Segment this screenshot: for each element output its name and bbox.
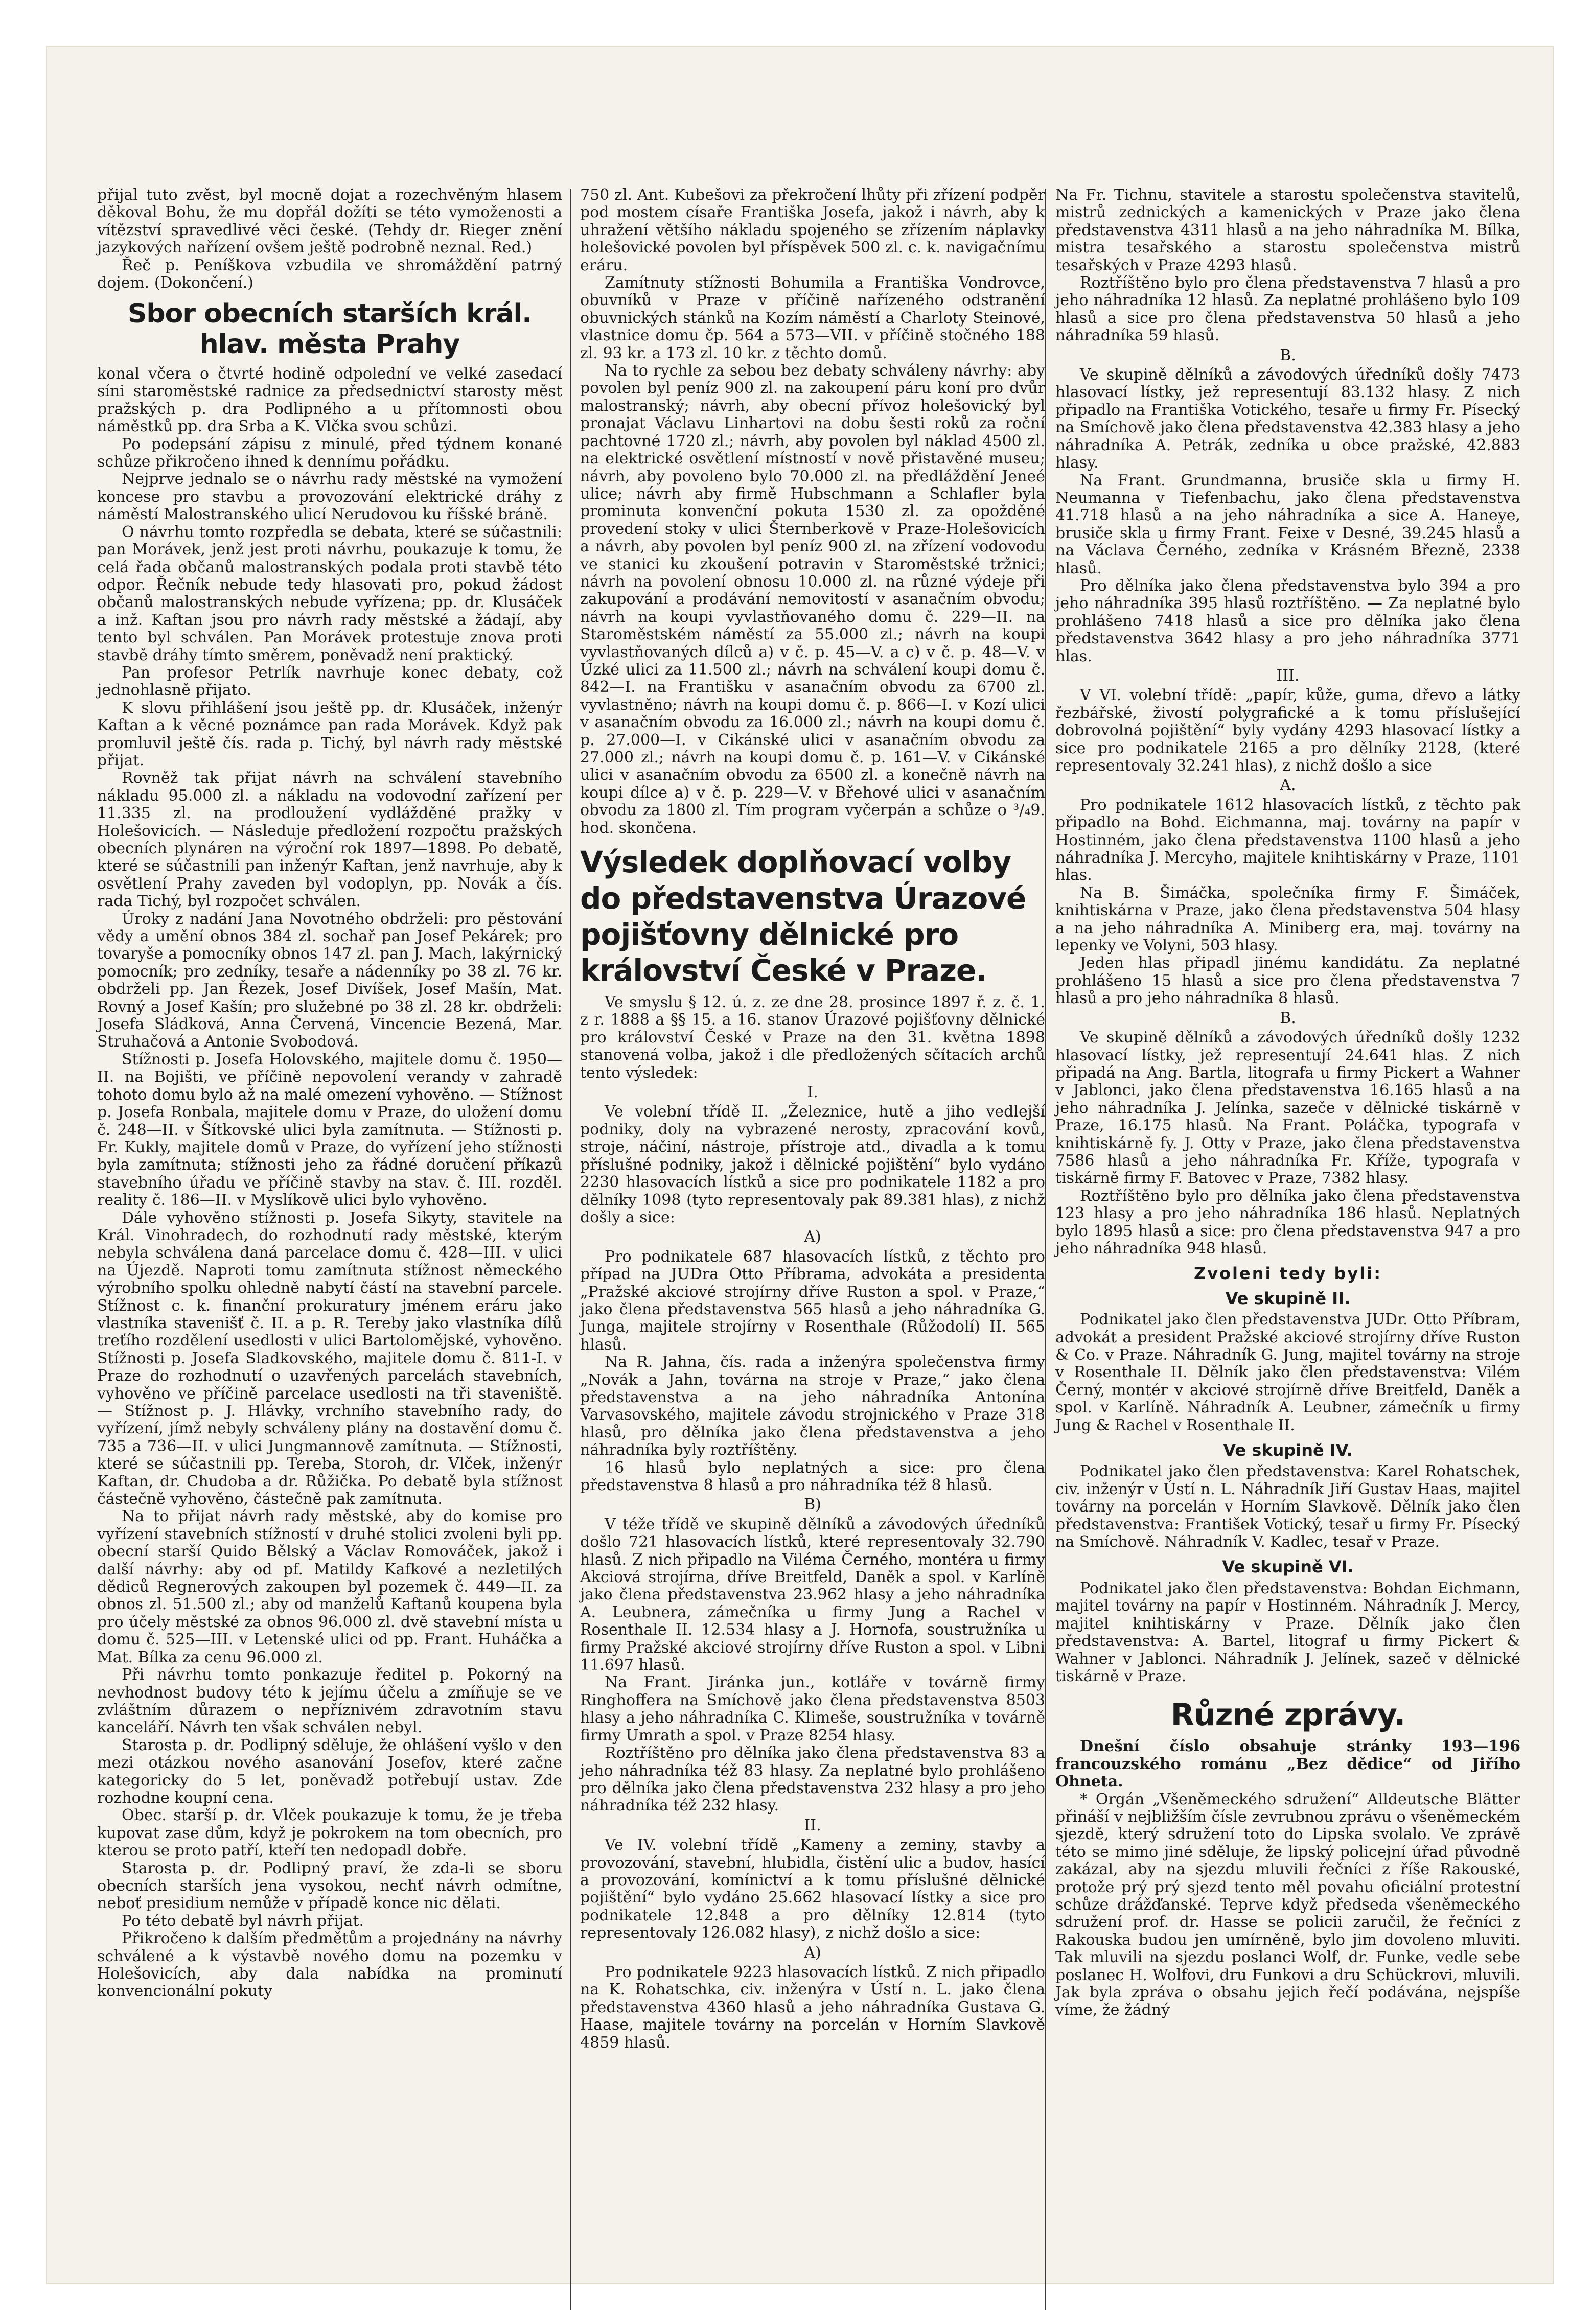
section-number: III. xyxy=(1276,666,1300,685)
paragraph: Řeč p. Peníškova vzbudila ve shromáždění patrný dojem. (Dokončení.) xyxy=(97,256,562,292)
paragraph: Roztříštěno pro dělníka jako člena představenstva 83 a jeho náhradníka též 83 hlasy. Za neplatné bylo prohlášeno pro dělníka jako člena představenstva 232 hlasy a pro jeho náhradníka též 232 hlasy. xyxy=(580,1744,1045,1815)
paragraph: Starosta p. dr. Podlipný praví, že zda-li se sboru obecních starších jena vysokou, nechť návrh odmítne, neboť presidium nemůže v případě konce nic dělati. xyxy=(97,1859,562,1913)
paragraph: Podnikatel jako člen představenstva: Bohdan Eichmann, majitel továrny na papír v Hostinném. Náhradník J. Mercy, majitel knihtiskárny v Praze. Dělník jako člen představenstva: A. Bartel, litograf u firmy Pickert & Wahner v Jablonci. Náhradník J. Jelínek, sazeč v dělnické tiskárně v Praze. xyxy=(1055,1579,1520,1685)
paragraph: Ve smyslu § 12. ú. z. ze dne 28. prosince 1897 ř. z. č. 1. z r. 1888 a §§ 15. a 16. stanov Úrazové pojišťovny dělnické pro království České v Praze na den 31. května 1898 stanovená volba, jakož i dle předložených sčítacích archů tento výsledek: xyxy=(580,993,1045,1082)
paragraph: Roztříštěno bylo pro dělníka jako člena představenstva 123 hlasy a pro jeho náhradníka 186 hlasů. Neplatných bylo 1895 hlasů a sice: pro člena představenstva 947 a pro jeho náhradníka 948 hlasů. xyxy=(1055,1187,1520,1258)
paragraph: Starosta p. dr. Podlipný sděluje, že ohlášení vyšlo v den mezi otázkou nového asanování Josefov, které začne kategoricky do 5 let, poněvadž potřebují ustav. Zde rozhodne koupní cena. xyxy=(97,1736,562,1807)
paragraph: Po této debatě byl návrh přijat. xyxy=(122,1912,364,1930)
article-heading: Sbor obecních starších král. hlav. města Prahy xyxy=(127,298,532,360)
column-1 xyxy=(97,187,562,2322)
paragraph: konal včera o čtvrté hodině odpolední ve velké zasedací síni staroměstské radnice za předsednictví starosty měst pražských p. dra Podlipného a u přítomnosti obou náměstků pp. dra Srba a K. Vlčka svou schůzi. xyxy=(97,365,562,436)
paragraph: Podnikatel jako člen představenstva: Karel Rohatschek, civ. inženýr v Ústí n. L. Náhradník Jiří Gustav Haas, majitel továrny na porcelán v Horním Slavkově. Dělník jako člen představenstva: František Votický, tesař u firmy Fr. Písecký na Smíchově. Náhradník V. Kadlec, tesař v Praze. xyxy=(1055,1462,1520,1551)
paragraph: Nejprve jednalo se o návrhu rady městské na vymožení koncese pro stavbu a provozování elektrické dráhy z náměstí Malostranského ulicí Nerudovou ku říšské bráně. xyxy=(97,470,562,524)
paragraph: Pro podnikatele 687 hlasovacích lístků, z těchto pro případ na JUDra Otto Příbrama, advokáta a presidenta „Pražské akciové strojírny dříve Ruston a spol. v Praze,“ jako člena představenstva 565 hlasů a jeho náhradníka G. Junga, majitele strojírny v Rosenthale (Růžodolí) II. 565 hlasů. xyxy=(580,1247,1045,1354)
section-number: II. xyxy=(804,1816,821,1834)
section-number: A. xyxy=(1280,776,1296,795)
paragraph: Přikročeno k dalším předmětům a projednány na návrhy schválené a k výstavbě nového domu na pozemku v Holešovicích, aby dala nabídka na prominutí konvencionální pokuty xyxy=(97,1930,562,2001)
section-number: I. xyxy=(807,1083,818,1102)
paragraph: V téže třídě ve skupině dělníků a závodových úředníků došlo 721 hlasovacích lístků, které representovaly 32.790 hlasů. Z nich připadlo na Viléma Černého, montéra u firmy Akciová strojírna, dříve Breitfeld, Daněk a spol. v Karlíně jako člena představenstva 23.962 hlasy a jeho náhradníka A. Leubnera, zámečníka u firmy Jung a Rachel v Rosenthale II. 12.534 hlasy a J. Hornofa, soustružníka u firmy Pražské akciové strojírny dříve Ruston a spol. v Libni 11.697 hlasů. xyxy=(580,1515,1045,1675)
paragraph: Pro dělníka jako člena představenstva bylo 394 a pro jeho náhradníka 395 hlasů roztříštěno. — Za neplatné bylo prohlášeno 7418 hlasů a sice pro dělníka jako člena představenstva 3642 hlasy a pro jeho náhradníka 3771 hlas. xyxy=(1055,576,1520,665)
section-number: B) xyxy=(804,1496,821,1514)
paragraph: Dnešní číslo obsahuje stránky 193—196 francouzského románu „Bez dědice“ od Jiřího Ohneta. xyxy=(1055,1737,1520,1791)
paragraph: Při návrhu tomto ponkazuje ředitel p. Pokorný na nevhodnost budovy této k jejímu účelu a zmíňuje se ve zvláštním důrazem o nepříznivém zdravotním stavu kanceláří. Návrh ten však schválen nebyl. xyxy=(97,1666,562,1737)
paragraph: Pro podnikatele 1612 hlasovacích lístků, z těchto pak připadlo na Bohd. Eichmanna, maj. továrny na papír v Hostinném, jako člena představenstva 1100 hlasů a jeho náhradníka J. Mercyho, majitele knihtiskárny v Praze, 1101 hlas. xyxy=(1055,796,1520,885)
paragraph: 16 hlasů bylo neplatných a sice: pro člena představenstva 8 hlasů a pro náhradníka též 8 hlasů. xyxy=(580,1458,1045,1494)
paragraph: V VI. volební třídě: „papír, kůže, guma, dřevo a látky řezbářské, živostí polygrafické a k tomu příslušející dobrovolná pojištění“ byly vydány 4293 hlasovací lístky a sice pro podnikatele 2165 a pro dělníky 2128, (které representovaly 32.241 hlas), z nichž došlo a sice xyxy=(1055,686,1520,775)
paragraph: Pro podnikatele 9223 hlasovacích lístků. Z nich připadlo na K. Rohatschka, civ. inženýra v Ústí n. L. jako člena představenstva 4360 hlasů a jeho náhradníka Gustava G. Haase, majitele továrny na porcelán v Horním Slavkově 4859 hlasů. xyxy=(580,1963,1045,2052)
column-divider xyxy=(1045,189,1046,2310)
paragraph: Rovněž tak přijat návrh na schválení stavebního nákladu 95.000 zl. a nákladu na vodovodní zařízení per 11.335 zl. na prodloužení vydlážděné pražky v Holešovicích. — Následuje předložení rozpočtu pražských obecních plynáren na výroční rok 1897—1898. Po debatě, které se súčastnili pan inženýr Kaftan, jenž navrhuje, aby k osvětlení Prahy zaveden byl vodoplyn, pp. Novák a čís. rada Tichý, byl rozpočet schválen. xyxy=(97,769,562,911)
section-number: A) xyxy=(804,1943,821,1962)
column-divider xyxy=(570,189,571,2310)
newspaper-page xyxy=(46,46,1554,2284)
paragraph: 750 zl. Ant. Kubešovi za překročení lhůty při zřízení podpěr pod mostem císaře Františka Josefa, jakož i návrh, aby k uhražení většího nákladu spojeného se zřízením náplavky holešovické povolen byl příspěvek 500 zl. c. k. navigačnímu eráru. xyxy=(580,186,1045,274)
column-2 xyxy=(580,186,1045,2052)
paragraph: Úroky z nadání Jana Novotného obdrželi: pro pěstování vědy a umění obnos 384 zl. sochař pan Josef Pekárek; pro tovaryše a pomocníky obnos 147 zl. pan J. Mach, lakýrnický pomocník; pro zedníky, tesaře a nádenníky po 38 zl. 76 kr. obdrželi pp. Jan Řezek, Josef Divíšek, Josef Mašín, Mat. Rovný a Josef Kašín; pro služebné po 38 zl. 28 kr. obdrželi: Josefa Sládková, Anna Červená, Vincencie Bezená, Mar. Struhačová a Antonie Svobodová. xyxy=(97,910,562,1051)
paragraph: Ve skupině dělníků a závodových úředníků došly 7473 hlasovací lístky, jež representují 83.132 hlasy. Z nich připadlo na Františka Votického, tesaře u firmy Fr. Písecký na Smíchově jako člena představenstva 42.383 hlasy a jeho náhradníka A. Petrák, zedníka u obce pražské, 42.883 hlasy. xyxy=(1055,366,1520,472)
paragraph: Pan profesor Petrlík navrhuje konec debaty, což jednohlasně přijato. xyxy=(97,663,562,700)
paragraph: Na B. Šimáčka, společníka firmy F. Šimáček, knihtiskárna v Praze, jako člena představenstva 504 hlasy a na jeho náhradníka A. Miniberg era, maj. továrny na lepenky ve Volyni, 503 hlasy. xyxy=(1055,884,1520,955)
paragraph: K slovu přihlášení jsou ještě pp. dr. Klusáček, inženýr Kaftan a k věcné poznámce pan rada Morávek. Když pak promluvil ještě čís. rada p. Tichý, byl návrh rady městské přijat. xyxy=(97,699,562,770)
paragraph: Na R. Jahna, čís. rada a inženýra společenstva firmy „Novák a Jahn, továrna na stroje v Praze,“ jako člena představenstva a na jeho náhradníka Antonína Varvasovského, majitele závodu strojnického v Praze 318 hlasů, pro dělníka jako člena představenstva a jeho náhradníka byly roztříštěny. xyxy=(580,1353,1045,1459)
article-heading: Různé zprávy. xyxy=(1170,1697,1405,1733)
paragraph: Dále vyhověno stížnosti p. Josefa Sikyty, stavitele na Král. Vinohradech, do rozhodnutí rady městské, kterým nebyla schválena daná parcelace domu č. 428—III. v ulici na Újezdě. Naproti tomu zamítnuta stížnost německého výrobního spolku ohledně nabytí částí na stavební parcele. Stížnost c. k. finanční prokuratury jménem eráru jako vlastníka stavenišť č. II. a p. R. Tereby jako vlastníka dílů treťího rozdělení usedlosti v ulici Bartolomějské, vyhověno. Stížnosti p. Josefa Sladkovského, majitele domu č. 811-I. v Praze do rozhodnutí o uzavřených parcelách stavebních, vyhověno ve příčině parcelace usedlosti na tři staveniště. — Stížnost p. J. Hlávky, vrchního stavebního rady, do vyřízení, jímž nebyly schváleny plány na dostavění domu č. 735 a 736—II. v ulici Jungmannově zamítnuta. — Stížnosti, které se súčastnili pp. Tereba, Storoh, dr. Vlček, inženýr Kaftan, dr. Chudoba a dr. Růžička. Po debatě byla stížnost částečně vyhověno, částečně pak zamítnuta. xyxy=(97,1209,562,1508)
paragraph: Zamítnuty stížnosti Bohumila a Františka Vondrovce, obuvníků v Praze v příčině nařízeného odstranění obuvnických stánků na Kozím náměstí a Charloty Steinové, vlastnice domu čp. 564 a 573—VII. v příčině stočného 188 zl. 93 kr. a 173 zl. 10 kr. z těchto domů. xyxy=(580,274,1045,362)
paragraph: Ve skupině dělníků a závodových úředníků došly 1232 hlasovací lístky, jež representují 24.641 hlas. Z nich připadá na Ang. Bartla, litografa u firmy Pickert a Wahner v Jablonci, jako člena představenstva 16.165 hlasů a na jeho náhradníka J. Jelínka, sazeče v dělnické tiskárně v Praze, 16.175 hlasů. Na Frant. Poláčka, typografa v knihtiskárně fy. J. Otty v Praze, jako člena představenstva 7586 hlasů a jeho náhradníka Fr. Kříže, typografa v tiskárně firmy F. Batovec v Praze, 7382 hlasy. xyxy=(1055,1029,1520,1188)
subheading-elected xyxy=(1055,1265,1520,1282)
paragraph: Roztříštěno bylo pro člena představenstva 7 hlasů a pro jeho náhradníka 12 hlasů. Za neplatné prohlášeno bylo 109 hlasů a sice pro člena představenstva 50 hlasů a jeho náhradníka 59 hlasů. xyxy=(1055,274,1520,345)
section-number: B. xyxy=(1280,346,1296,364)
subheading-group: Ve skupině IV. xyxy=(1223,1440,1353,1460)
subheading-group: Ve skupině II. xyxy=(1225,1288,1351,1308)
paragraph: přijal tuto zvěst, byl mocně dojat a rozechvěným hlasem děkoval Bohu, že mu dopřál dožíti se této vymoženosti a vítězství spravedlivé věci české. (Tehdy dr. Rieger znění jazykových nařízení ovšem ještě podrobně neznal. Red.) xyxy=(97,186,562,257)
paragraph: Ve volební třídě II. „Železnice, hutě a jiho vedlejší podniky, doly na vybrazené nerosty, zpracování kovů, stroje, náčiní, nástroje, přístroje atd., divadla a k tomu příslušné podniky, jakož i dělnické pojištění“ bylo vydáno 2230 hlasovacích lístků a sice pro podnikatele 1182 a pro dělníky 1098 (tyto representovaly pak 89.381 hlas), z nichž došly a sice: xyxy=(580,1103,1045,1226)
subheading-text: Zvoleni tedy byli: xyxy=(1193,1264,1382,1284)
section-number: A) xyxy=(804,1228,821,1246)
paragraph: Ve IV. volební třídě „Kameny a zeminy, stavby a provozování, stavební, hlubidla, čistění ulic a budov, hasící a provozování, komínictví a k tomu příslušné dělnické pojištění“ bylo vydáno 25.662 hlasovací lístky a sice pro podnikatele 12.848 a pro dělníky 12.814 (tyto representovaly 126.082 hlasy), z nichž došlo a sice: xyxy=(580,1836,1045,1942)
paragraph: Jeden hlas připadl jinému kandidátu. Za neplatné prohlášeno 15 hlasů a sice pro člena představenstva 7 hlasů a pro jeho náhradníka 8 hlasů. xyxy=(1055,954,1520,1008)
article-heading: Výsledek doplňovací volby do představenstva Úrazové pojišťovny dělnické pro království České v Praze. xyxy=(580,845,1026,988)
paragraph: Na Frant. Jiránka jun., kotláře v továrně firmy Ringhoffera na Smíchově jako člena představenstva 8503 hlasy a jeho náhradníka C. Klimeše, soustružníka v továrně firmy Umrath a spol. v Praze 8254 hlasy. xyxy=(580,1674,1045,1745)
paragraph: * Orgán „Všeněmeckého sdružení“ Alldeutsche Blätter přináší v nejbližším čísle zevrubnou zprávu o všeněmeckém sjezdě, který sdružení toto do Lipska svolalo. Ve zprávě této se mimo jiné sděluje, že lipský policejní úřad původně zakázal, aby na sjezdu mluvili řečníci z říše Rakouské, protože prý prý sjezd tento měl povahu oficiální protestní schůze drážďanské. Teprve když předseda všeněmeckého sdružení prof. dr. Hasse se policii zaručil, že řečníci z Rakouska budou jen umírněně, bylo jim dovoleno mluviti. Tak mluvili na sjezdu poslanci Wolf, dr. Funke, vedle sebe poslanec H. Wolfovi, dru Funkovi a dru Schückrovi, mluvili. Jak byla zpráva o obsahu jejich řečí podávána, nejspíše víme, že žádný xyxy=(1055,1790,1520,2019)
column-3 xyxy=(1055,187,1520,2322)
paragraph: Na Fr. Tichnu, stavitele a starostu společenstva stavitelů, mistrů zednických a kamenických v Praze jako člena představenstva 4311 hlasů a na jeho náhradníka M. Bílka, mistra tesařského a starostu společenstva mistrů tesařských v Praze 4293 hlasů. xyxy=(1055,186,1520,274)
paragraph: Stížnosti p. Josefa Holovského, majitele domu č. 1950—II. na Bojišti, ve příčině nepovolení verandy v zahradě tohoto domu bylo až na malé omezení vyhověno. — Stížnost p. Josefa Ronbala, majitele domu v Praze, do uložení domu č. 248—II. v Šítkovské ulici byla zamítnuta. — Stížnosti p. Fr. Kukly, majitele domů v Praze, do vyřízení jeho stížnosti byla zamítnuta; stížnosti jeho za řádné doručení příkazů stavebního úřadu ve příčině stavby na stav. č. III. rozděl. reality č. 186—II. v Myslíkově ulici bylo vyhověno. xyxy=(97,1050,562,1210)
paragraph: Podnikatel jako člen představenstva JUDr. Otto Příbram, advokát a president Pražské akciové strojírny dříve Ruston & Co. v Praze. Náhradník G. Jung, majitel továrny na stroje v Rosenthale II. Dělník jako člen představenstva: Vilém Černý, montér v akciové strojírně dříve Breitfeld, Daněk a spol. v Karlíně. Náhradník A. Leubner, zámečník u firmy Jung & Rachel v Rosenthale II. xyxy=(1055,1311,1520,1434)
section-number: B. xyxy=(1280,1009,1296,1027)
paragraph: Na Frant. Grundmanna, brusiče skla u firmy H. Neumanna v Tiefenbachu, jako člena představenstva 41.718 hlasů a na jeho náhradníka a sice A. Haneye, brusiče skla u firmy Frant. Feixe v Desné, 39.245 hlasů a na Václava Černého, zedníka v Krásném Březně, 2338 hlasů. xyxy=(1055,471,1520,577)
paragraph: Po podepsání zápisu z minulé, před týdnem konané schůze přikročeno ihned k dennímu pořádku. xyxy=(97,435,562,471)
subheading-group: Ve skupině VI. xyxy=(1222,1557,1354,1577)
paragraph: Na to rychle za sebou bez debaty schváleny návrhy: aby povolen byl peníz 900 zl. na zakoupení páru koní pro dvůr malostranský; návrh, aby obecní přívoz holešovický byl pronajat Václavu Linhartovi na dobu šesti roků za roční pachtovné 1720 zl.; návrh, aby povolen byl náklad 4500 zl. na elektrické osvětlení místností v nově přistavěné museu; návrh, aby povoleno bylo 70.000 zl. na předláždění Jeneé ulice; návrh aby firmě Hubschmann a Schlafler byla prominuta konvenční pokuta 1530 zl. za opožděné provedení stoky v ulici Šternberkově v Praze-Holešovicích a návrh, aby povolen byl peníz 900 zl. na zřízení vodovodu ve stanici ku zkoušení potravin v Staroměstské tržnici; návrh na povolení obnosu 10.000 zl. na různé výdeje při zakupování a prodávání nemovitostí v asanačním obvodu; návrh na koupi vyvlastňovaného domu č. 229—II. na Staroměstském náměstí za 55.000 zl.; návrh na koupi vyvlastňovaných dílců a) v č. p. 45—V. a c) v č. p. 48—V. v Úzké ulici za 11.500 zl.; návrh na schválení koupi domu č. 842—I. na Františku v asanačním obvodu za 6700 zl. vyvlastněno; návrh na koupi domu č. p. 866—I. v Kozí ulici v asanačním obvodu za 16.000 zl.; návrh na koupi domu č. p. 27.000—I. v Cikánské ulici v asanačním obvodu za 27.000 zl.; návrh na koupi domu č. p. 161—V. v Cikánské ulici v asanačním obvodu za 6500 zl. a konečně návrh na koupi dílce a) v č. p. 229—V. v Břehové ulici v asanačním obvodu za 1800 zl. Tím program vyčerpán a schůze o ³/₄9. hod. skončena. xyxy=(580,362,1045,837)
paragraph: Obec. starší p. dr. Vlček poukazuje k tomu, že je třeba kupovat zase dům, když je pokrokem na tom obecních, pro kterou se proto patří, kteří ten nedopadl dobře. xyxy=(97,1806,562,1860)
paragraph: Na to přijat návrh rady městské, aby do komise pro vyřízení stavebních stížností v druhé stolici zvoleni byli pp. obecní starší Quido Bělský a Václav Romováček, jakož i další návrhy: aby od pf. Matildy Kafkové a nezletilých dědiců Regnerových zakoupen byl pozemek č. 449—II. za obnos zl. 51.500 zl.; aby od manželů Kaftanů koupena byla pro účely městské za obnos 96.000 zl. dvě stavební místa u domu č. 525—III. v Letenské ulici od pp. Frant. Huháčka a Mat. Bílka za cenu 96.000 zl. xyxy=(97,1507,562,1666)
paragraph: O návrhu tomto rozpředla se debata, které se súčastnili: pan Morávek, jenž jest proti návrhu, poukazuje k tomu, že celá řada občanů malostranských podala proti stavbě této odpor. Řečník nebude tedy hlasovati pro, pokud žádost občanů malostranských nebude vyřízena; pp. dr. Klusáček a inž. Kaftan jsou pro návrh rady městské a žádají, aby tento byl schválen. Pan Morávek protestuje znova proti stavbě dráhy tímto směrem, poněvadž není praktický. xyxy=(97,523,562,664)
